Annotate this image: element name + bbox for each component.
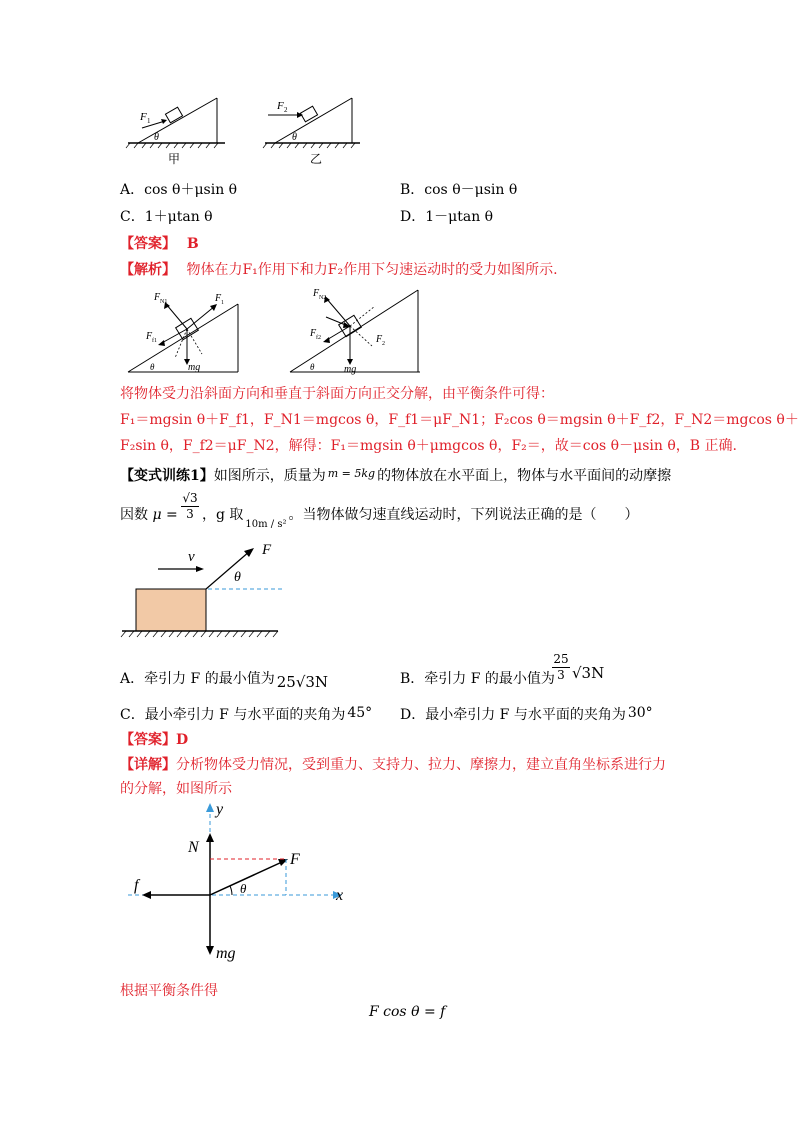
svg-text:F: F	[154, 292, 161, 303]
svg-text:N1: N1	[160, 299, 168, 305]
angle-label: θ	[234, 570, 241, 585]
angle-label: θ	[240, 881, 247, 896]
option-a: A．cos θ＋μsin θ	[120, 182, 238, 198]
pull-force-label: F	[290, 851, 300, 868]
svg-text:θ: θ	[292, 132, 297, 143]
answer-1: 【答案】 B	[120, 236, 199, 252]
force-label: F	[262, 542, 272, 558]
svg-text:F: F	[313, 288, 320, 299]
option-2a: A．牵引力 F 的最小值为 25√3N	[120, 671, 329, 691]
variant-line-1: 【变式训练1】如图所示，质量为 $^{m = 5kg}$ 的物体放在水平面上，物体与水平面间的动摩擦	[120, 467, 672, 484]
axis-x-label: x	[336, 887, 344, 904]
analysis-1: 【解析】 物体在力F₁作用下和力F₂作用下匀速运动时的受力如图所示.	[120, 262, 558, 278]
svg-text:2: 2	[284, 106, 288, 114]
variant-line-2: 因数 μ =	[120, 507, 178, 523]
analysis-line-2: F₁＝mgsin θ＋F_f1，F_N1＝mgcos θ，F_f1＝μF_N1；F₂cos θ＝mgsin θ＋F_f2，F_N2＝mgcos θ＋	[120, 412, 799, 428]
friction-label: f	[134, 877, 139, 894]
mu-fraction: √3 3	[182, 491, 198, 521]
option-2d: D．最小牵引力 F 与水平面的夹角为 30°	[400, 705, 653, 723]
g-value: 10m / s²	[245, 519, 287, 530]
option-2b: B．牵引力 F 的最小值为	[400, 671, 555, 687]
normal-force-label: N	[188, 839, 199, 856]
equation: F cos θ = f	[369, 1004, 446, 1020]
svg-text:f2: f2	[316, 335, 321, 341]
block-figure	[120, 538, 290, 638]
gravity-label: mg	[216, 945, 236, 962]
incline-yi	[263, 98, 360, 166]
detail-line-2: 的分解，如图所示	[120, 781, 232, 797]
axis-y-label: y	[216, 801, 224, 818]
analysis-line-1: 将物体受力沿斜面方向和垂直于斜面方向正交分解，由平衡条件可得：	[120, 386, 554, 402]
force-diagram-left	[128, 292, 238, 373]
svg-text:θ: θ	[310, 362, 315, 372]
option-b: B．cos θ－μsin θ	[400, 182, 518, 198]
svg-text:mg: mg	[188, 362, 201, 373]
svg-text:F: F	[215, 293, 222, 304]
svg-text:2: 2	[382, 341, 385, 347]
force-diagram-incline	[120, 284, 450, 380]
mass-value: m = 5kg	[327, 467, 376, 480]
svg-text:θ: θ	[150, 362, 155, 372]
svg-text:F: F	[146, 331, 153, 342]
svg-text:N2: N2	[319, 295, 327, 301]
option-2b-fraction: 25 3	[553, 652, 569, 682]
force-label-f1: F	[140, 111, 147, 123]
velocity-label: v	[188, 549, 195, 565]
caption-yi: 乙	[310, 152, 323, 166]
svg-text:F: F	[376, 334, 383, 345]
axes-force-diagram	[120, 800, 360, 970]
force-label-f2: F	[277, 100, 284, 112]
svg-text:mg: mg	[344, 364, 357, 375]
svg-text:f1: f1	[152, 338, 157, 344]
analysis-line-3: F₂sin θ，F_f2＝μF_N2，解得：F₁＝mgsin θ＋μmgcos θ，F₂＝，故＝cos θ－μsin θ，B 正确.	[120, 438, 737, 454]
option-c: C．1＋μtan θ	[120, 209, 213, 225]
force-diagram-right	[290, 288, 420, 375]
incline-jia	[126, 98, 225, 166]
option-d: D．1－μtan θ	[400, 209, 494, 225]
angle-label: θ	[154, 132, 159, 143]
caption-jia: 甲	[168, 152, 181, 166]
conclusion-text: 根据平衡条件得	[120, 983, 218, 999]
answer-2: 【答案】D	[120, 732, 189, 748]
svg-text:F: F	[310, 328, 317, 339]
detail-line-1: 【详解】分析物体受力情况，受到重力、支持力、拉力、摩擦力，建立直角坐标系进行力	[120, 757, 666, 773]
incline-figure-top	[120, 88, 370, 170]
svg-text:1: 1	[221, 300, 224, 306]
option-2c: C．最小牵引力 F 与水平面的夹角为 45°	[120, 705, 373, 723]
svg-text:1: 1	[147, 117, 151, 125]
